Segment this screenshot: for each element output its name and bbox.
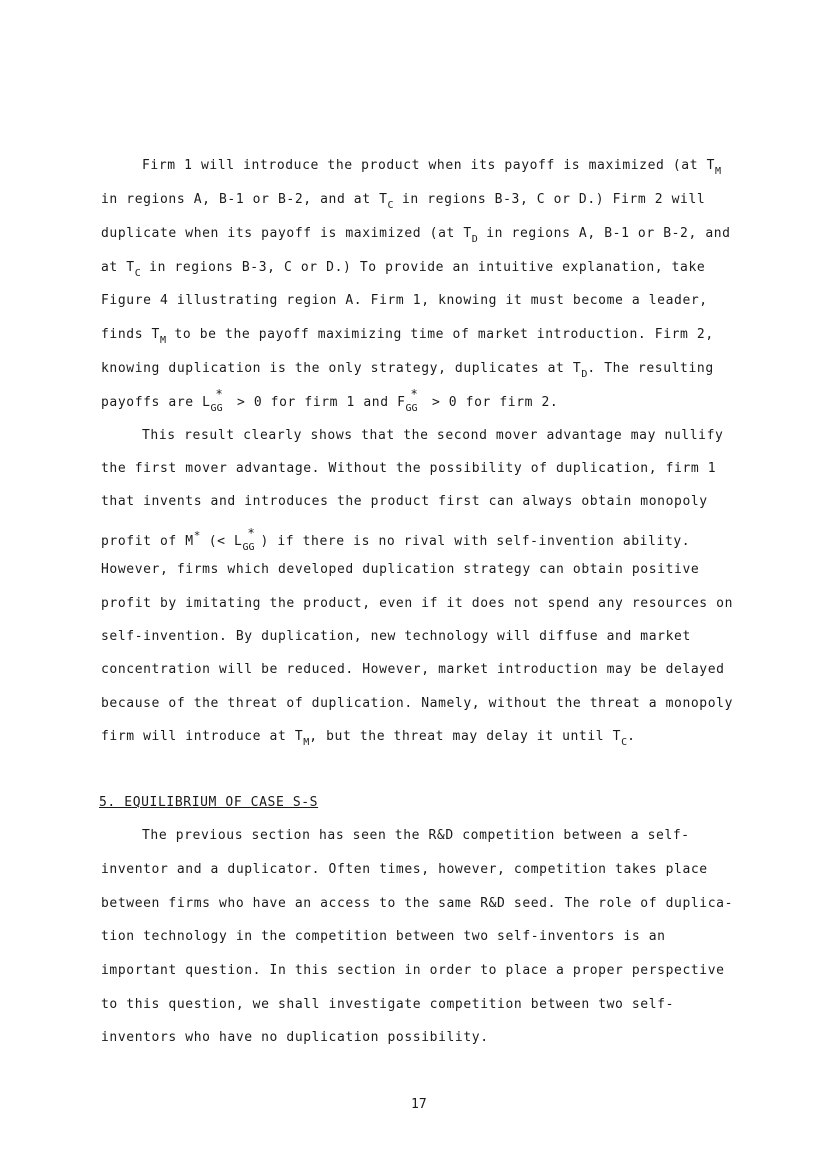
paragraph-2-line-4: profit of M* (< L * $_{GG}$ ) if there is no rival with self-invention ability. <box>101 526 691 553</box>
paragraph-1-line-4: at $T_C$ in regions B-3, C or D.) To provide an intuitive explanation, take <box>101 260 706 279</box>
paragraph-2-line-9: because of the threat of duplication. Namely, without the threat a monopoly <box>101 696 733 711</box>
paragraph-2-line-2: the first mover advantage. Without the possibility of duplication, firm 1 <box>101 461 717 476</box>
section-heading: 5. EQUILIBRIUM OF CASE S-S <box>99 795 319 810</box>
paragraph-1-line-6: finds $T_M$ to be the payoff maximizing time of market introduction. Firm 2, <box>101 327 714 346</box>
paragraph-3-line-1: The previous section has seen the R&D competition between a self- <box>142 828 690 843</box>
paragraph-3-line-7: inventors who have no duplication possibility. <box>101 1030 489 1045</box>
paragraph-1-line-8: payoffs are L * $_{GG}$ > 0 for firm 1 and F * $_{GG}$ > 0 for firm 2. <box>101 387 559 414</box>
paragraph-2-line-7: self-invention. By duplication, new technology will diffuse and market <box>101 629 691 644</box>
paragraph-3-line-6: to this question, we shall investigate competition between two self- <box>101 997 675 1012</box>
paragraph-1-line-1: Firm 1 will introduce the product when its payoff is maximized (at $T_M$ <box>142 158 722 177</box>
paragraph-1-line-5: Figure 4 illustrating region A. Firm 1, knowing it must become a leader, <box>101 293 708 308</box>
paragraph-3-line-3: between firms who have an access to the same R&D seed. The role of duplica- <box>101 896 733 911</box>
paragraph-1-line-2: in regions A, B-1 or B-2, and at $T_C$ in regions B-3, C or D.) Firm 2 will <box>101 192 706 211</box>
paragraph-1-line-3: duplicate when its payoff is maximized (at $T_D$ in regions A, B-1 or B-2, and <box>101 226 731 245</box>
paragraph-2-line-5: However, firms which developed duplication strategy can obtain positive <box>101 562 700 577</box>
paragraph-2-line-8: concentration will be reduced. However, market introduction may be delayed <box>101 662 725 677</box>
paragraph-3-line-2: inventor and a duplicator. Often times, however, competition takes place <box>101 862 708 877</box>
paragraph-2-line-10: firm will introduce at $T_M$, but the threat may delay it until $T_C$. <box>101 729 636 748</box>
paragraph-2-line-6: profit by imitating the product, even if it does not spend any resources on <box>101 596 733 611</box>
paragraph-2-line-3: that invents and introduces the product first can always obtain monopoly <box>101 494 708 509</box>
page-number: 17 <box>411 1097 427 1112</box>
paragraph-2-line-1: This result clearly shows that the second mover advantage may nullify <box>142 428 724 443</box>
paragraph-3-line-4: tion technology in the competition between two self-inventors is an <box>101 929 666 944</box>
paragraph-3-line-5: important question. In this section in order to place a proper perspective <box>101 963 725 978</box>
paragraph-1-line-7: knowing duplication is the only strategy, duplicates at $T_D$. The resulting <box>101 361 714 380</box>
